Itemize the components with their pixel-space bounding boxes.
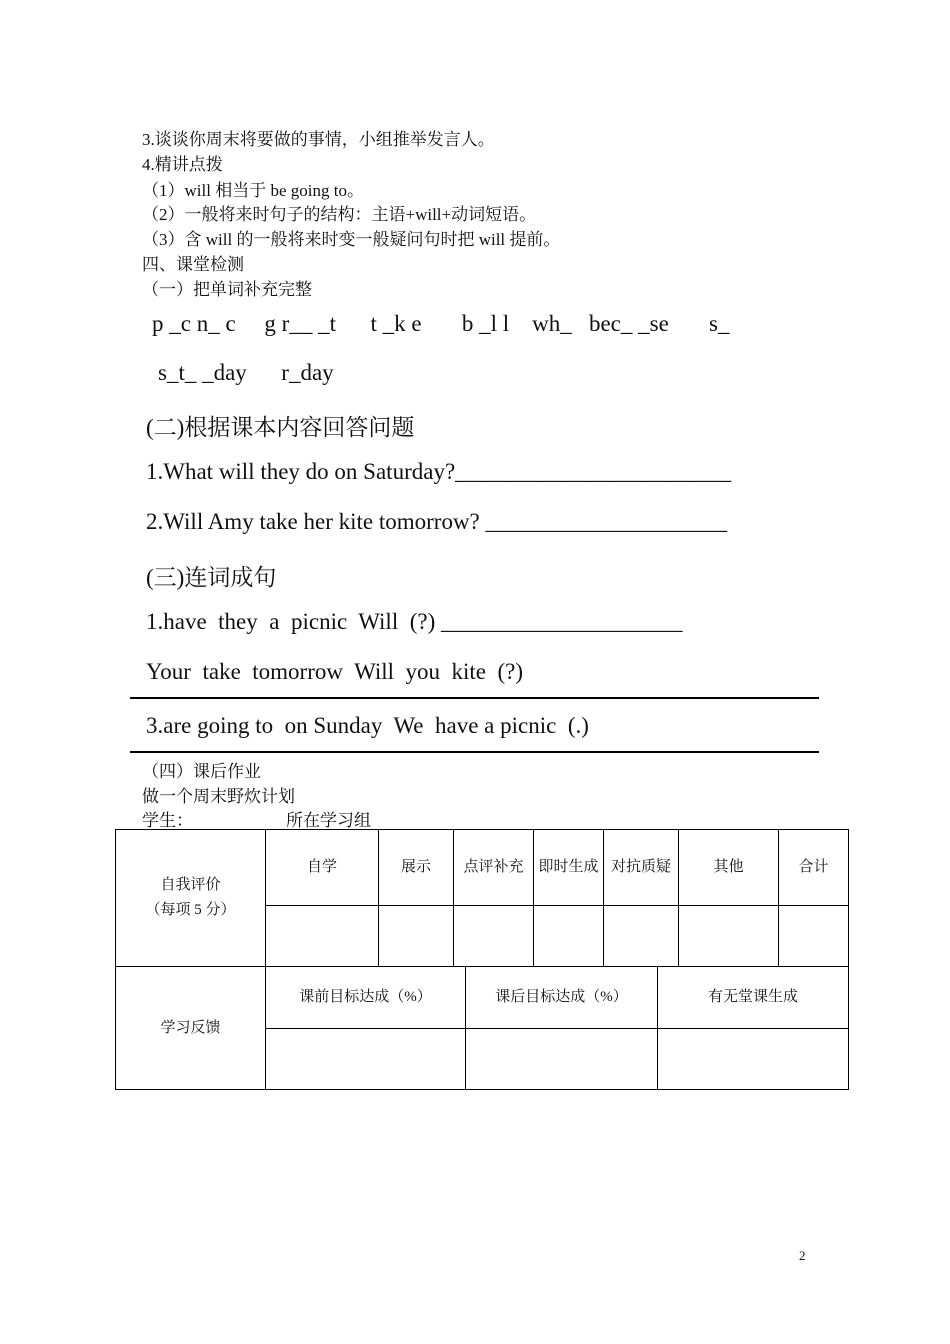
score-cell[interactable]: [533, 905, 604, 967]
point-1: （1）will 相当于 be going to。: [142, 181, 364, 200]
section-4-title: 4.精讲点拨: [142, 155, 223, 174]
question-2: 2.Will Amy take her kite tomorrow? _____________________: [146, 509, 728, 534]
header-cell-self-study: 自学: [265, 829, 379, 906]
header-cell-other: 其他: [678, 829, 779, 906]
point-2: （2）一般将来时句子的结构：主语+will+动词短语。: [142, 205, 537, 224]
self-eval-points: （每项 5 分）: [145, 902, 236, 918]
header-cell-total: 合计: [778, 829, 849, 906]
feedback-cell[interactable]: [657, 1028, 849, 1090]
answer-line-3: [130, 751, 819, 753]
fill-words-row-2: s_t_ _day r_day: [158, 360, 334, 385]
feedback-header-generation: 有无堂课生成: [657, 966, 849, 1029]
score-cell[interactable]: [265, 905, 379, 967]
homework-text: 做一个周末野炊计划: [142, 787, 295, 806]
header-cell-presentation: 展示: [378, 829, 454, 906]
self-eval-label: 自我评价: [160, 877, 221, 893]
score-cell[interactable]: [778, 905, 849, 967]
group-label: 所在学习组: [286, 811, 371, 830]
sentence-3: 3.are going to on Sunday We have a picnic (.): [146, 713, 589, 738]
score-cell[interactable]: [378, 905, 454, 967]
score-cell[interactable]: [603, 905, 679, 967]
answer-questions-heading: (二)根据课本内容回答问题: [146, 415, 415, 440]
point-3: （3）含 will 的一般将来时变一般疑问句时把 will 提前。: [142, 230, 561, 249]
class-test-heading: 四、课堂检测: [142, 255, 244, 274]
student-label: 学生：: [142, 811, 193, 830]
header-cell-comment: 点评补充: [453, 829, 534, 906]
homework-heading: （四）课后作业: [142, 762, 261, 781]
feedback-cell[interactable]: [265, 1028, 466, 1090]
question-1: 1.What will they do on Saturday?________________________: [146, 459, 732, 484]
feedback-header-before: 课前目标达成（%）: [265, 966, 466, 1029]
score-cell[interactable]: [453, 905, 534, 967]
fill-words-heading: （一）把单词补充完整: [142, 280, 312, 299]
header-cell-challenge: 对抗质疑: [603, 829, 679, 906]
feedback-cell[interactable]: [465, 1028, 658, 1090]
page-number: 2: [799, 1248, 806, 1263]
score-cell[interactable]: [678, 905, 779, 967]
sentence-2: Your take tomorrow Will you kite (?): [146, 659, 524, 684]
make-sentences-heading: (三)连词成句: [146, 565, 277, 590]
answer-line-2: [130, 697, 819, 699]
activity-3-text: 3.谈谈你周末将要做的事情，小组推举发言人。: [142, 130, 495, 149]
self-eval-label-cell: [115, 829, 266, 967]
sentence-1: 1.have they a picnic Will (?) _____________________: [146, 609, 683, 634]
header-cell-instant: 即时生成: [533, 829, 604, 906]
feedback-label-cell: 学习反馈: [115, 966, 266, 1090]
feedback-header-after: 课后目标达成（%）: [465, 966, 658, 1029]
fill-words-row-1: p _c n_ c g r__ _t t _k e b _l l wh_ bec_ _se s_: [152, 311, 730, 336]
